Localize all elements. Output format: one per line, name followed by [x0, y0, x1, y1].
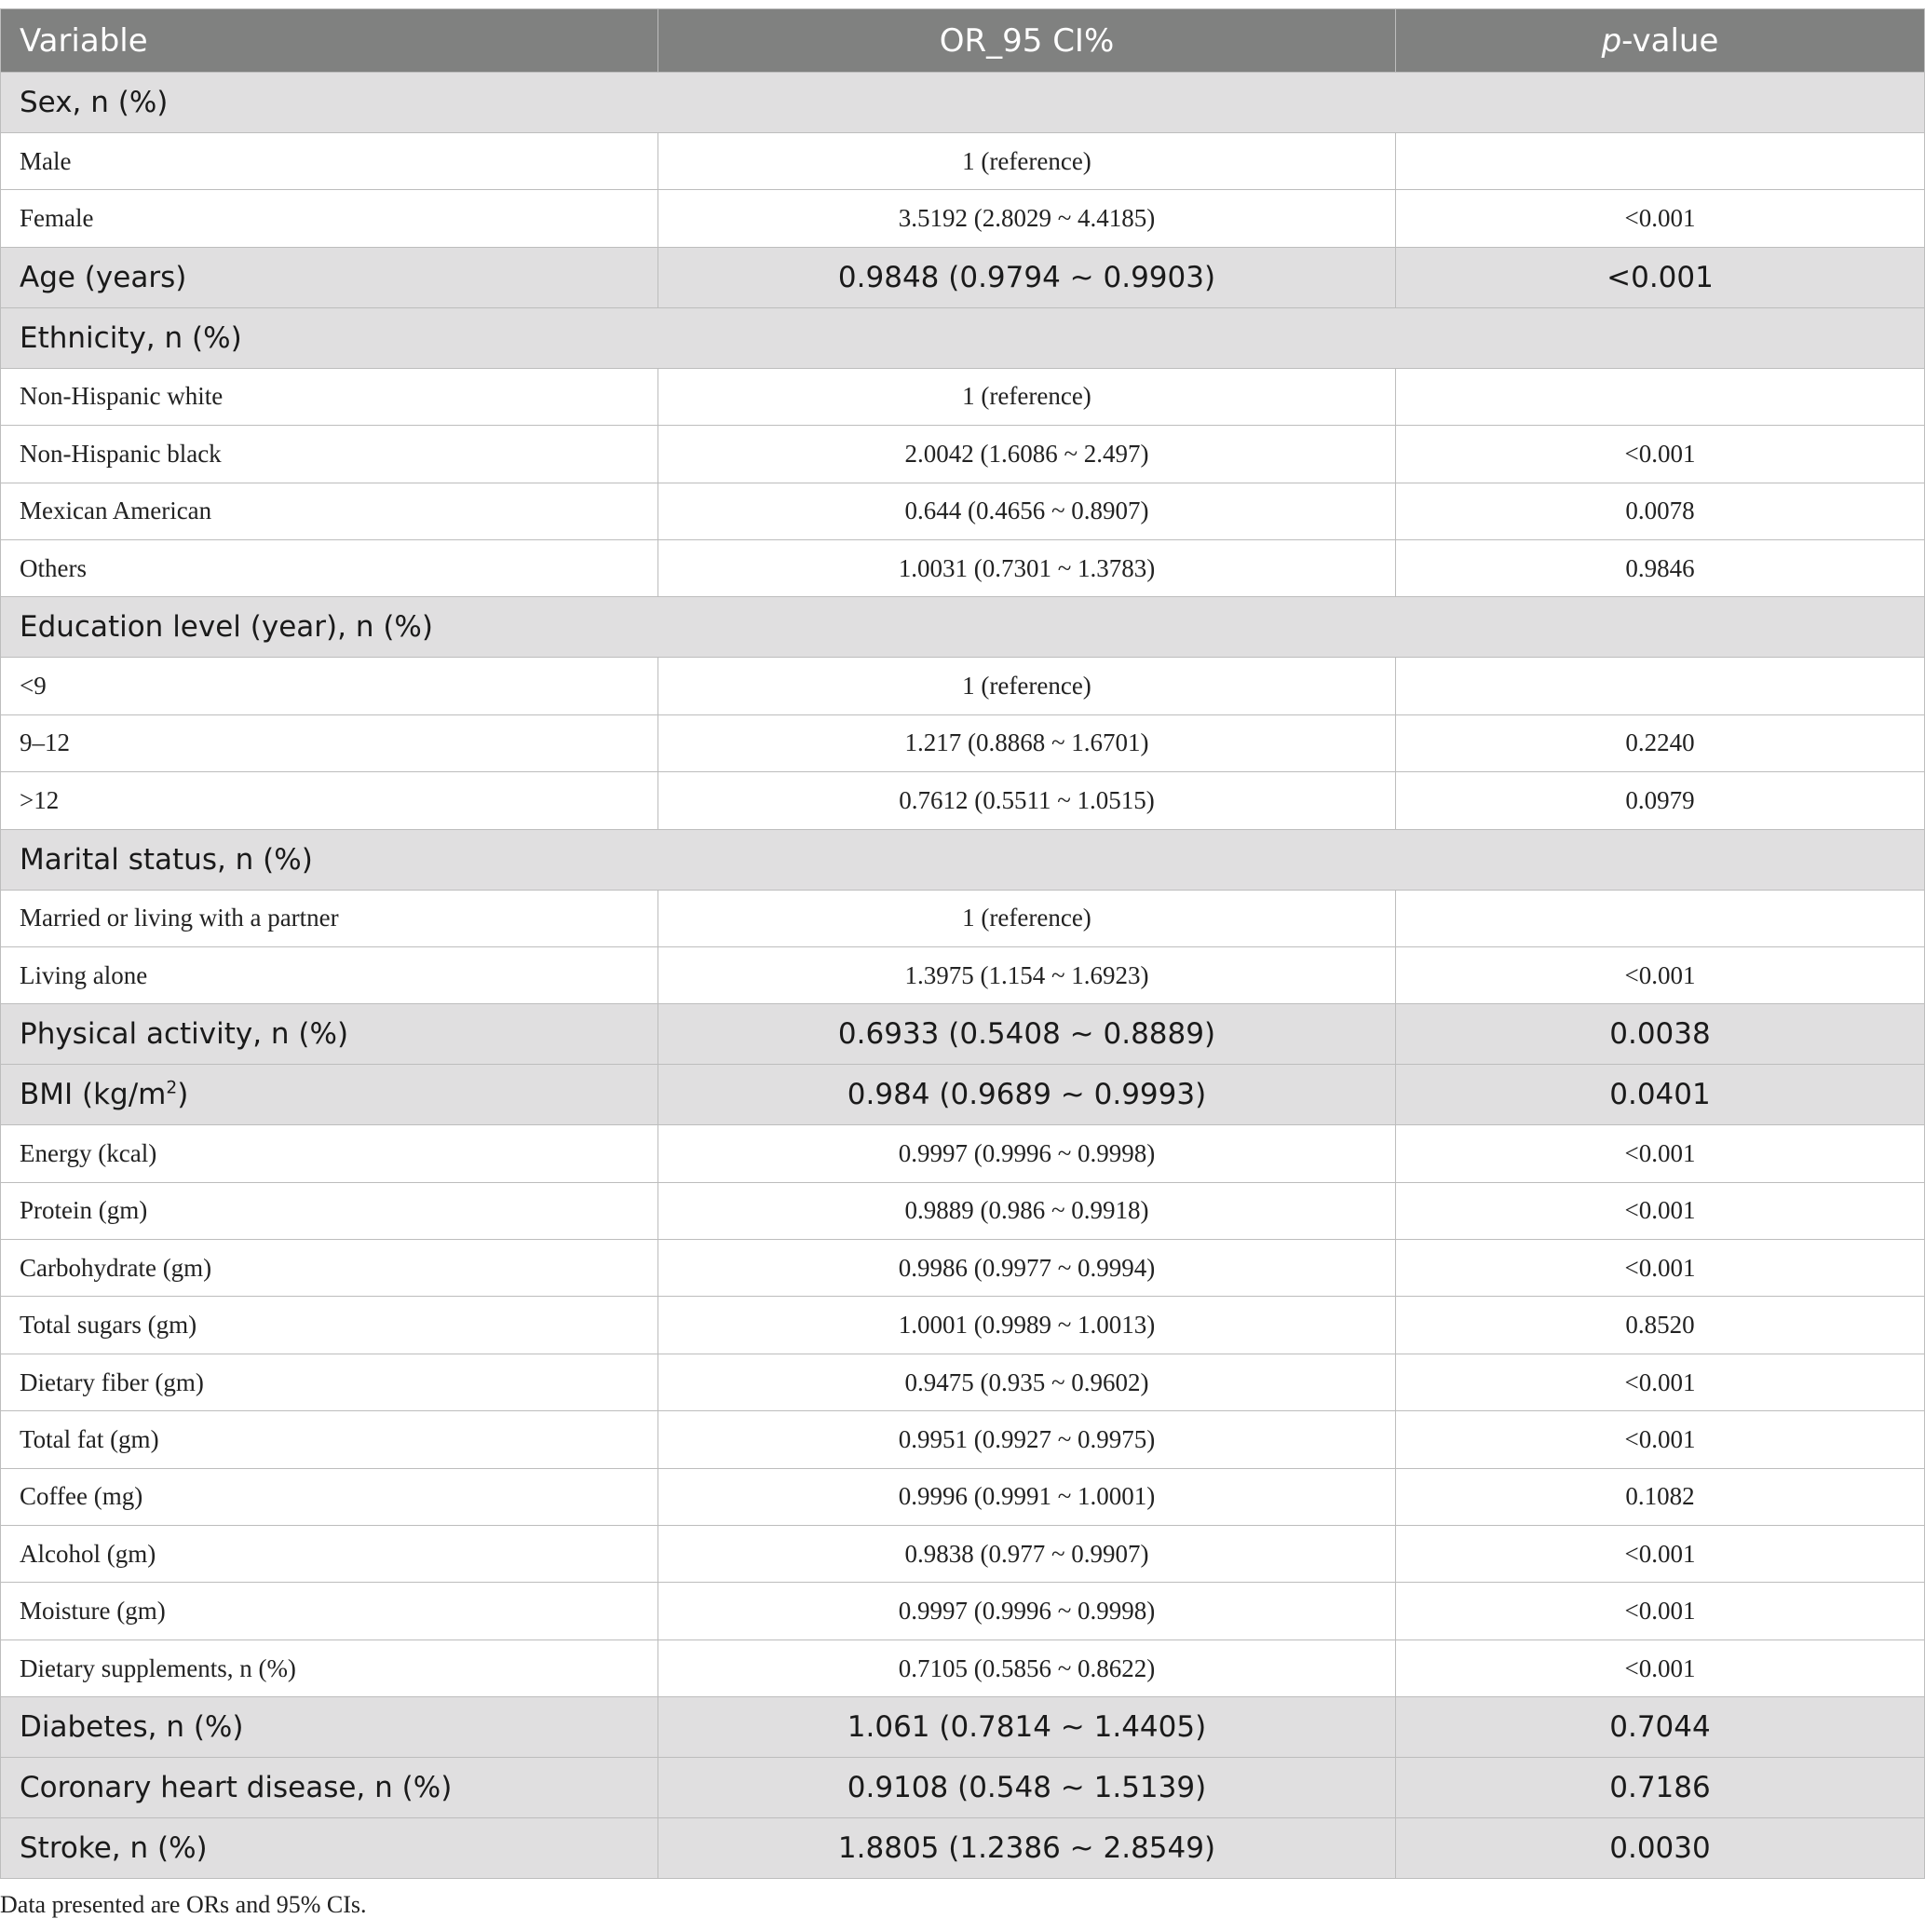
table-row — [1, 190, 1925, 247]
p-value-cell: 0.7044 — [1396, 1697, 1925, 1758]
header-p-rest: -value — [1621, 21, 1719, 60]
or-ci-cell: 0.9997 (0.9996 ~ 0.9998) — [658, 1583, 1396, 1639]
table-row — [1, 1411, 1925, 1468]
section-label: Ethnicity, n (%) — [1, 307, 1925, 368]
p-value-cell: <0.001 — [1396, 426, 1925, 483]
or-ci-cell: 0.9986 (0.9977 ~ 0.9994) — [658, 1240, 1396, 1297]
p-value-cell: <0.001 — [1396, 247, 1925, 307]
table-row — [1, 1240, 1925, 1297]
p-value-cell — [1396, 133, 1925, 190]
variable-cell: Married or living with a partner — [1, 890, 658, 946]
table-row — [1, 1758, 1925, 1818]
section-header-row — [1, 597, 1925, 658]
table-row — [1, 1697, 1925, 1758]
or-ci-cell: 0.644 (0.4656 ~ 0.8907) — [658, 483, 1396, 539]
table-row — [1, 1354, 1925, 1410]
variable-cell: Mexican American — [1, 483, 658, 539]
variable-cell: Carbohydrate (gm) — [1, 1240, 658, 1297]
variable-cell: Stroke, n (%) — [1, 1818, 658, 1879]
table-row — [1, 247, 1925, 307]
table-row — [1, 1468, 1925, 1525]
variable-cell: Dietary supplements, n (%) — [1, 1639, 658, 1696]
header-or-ci: OR_95 CI% — [658, 9, 1396, 73]
or-ci-cell: 1.217 (0.8868 ~ 1.6701) — [658, 714, 1396, 771]
p-value-cell: <0.001 — [1396, 946, 1925, 1003]
p-value-cell: <0.001 — [1396, 1125, 1925, 1182]
variable-cell: Dietary fiber (gm) — [1, 1354, 658, 1410]
variable-cell: Energy (kcal) — [1, 1125, 658, 1182]
header-variable: Variable — [1, 9, 658, 73]
table-container — [0, 8, 1925, 1879]
or-ci-cell: 0.9996 (0.9991 ~ 1.0001) — [658, 1468, 1396, 1525]
table-row — [1, 1639, 1925, 1696]
table-row — [1, 1818, 1925, 1879]
p-value-cell: <0.001 — [1396, 1411, 1925, 1468]
variable-cell: >12 — [1, 772, 658, 829]
variable-cell: Total fat (gm) — [1, 1411, 658, 1468]
p-value-cell: 0.0038 — [1396, 1004, 1925, 1065]
variable-cell: Non-Hispanic black — [1, 426, 658, 483]
or-ci-cell: 1.061 (0.7814 ~ 1.4405) — [658, 1697, 1396, 1758]
section-label: Sex, n (%) — [1, 73, 1925, 133]
p-value-cell: <0.001 — [1396, 1240, 1925, 1297]
or-ci-cell: 3.5192 (2.8029 ~ 4.4185) — [658, 190, 1396, 247]
variable-cell: Non-Hispanic white — [1, 368, 658, 425]
section-header-row — [1, 73, 1925, 133]
table-row — [1, 1065, 1925, 1125]
variable-cell: Coffee (mg) — [1, 1468, 658, 1525]
table-row — [1, 772, 1925, 829]
table-body — [1, 73, 1925, 1879]
p-value-cell: <0.001 — [1396, 1639, 1925, 1696]
or-ci-cell: 0.9475 (0.935 ~ 0.9602) — [658, 1354, 1396, 1410]
table-row — [1, 539, 1925, 596]
odds-ratio-table — [0, 8, 1925, 1879]
table-row — [1, 368, 1925, 425]
or-ci-cell: 0.7612 (0.5511 ~ 1.0515) — [658, 772, 1396, 829]
p-value-cell: <0.001 — [1396, 1583, 1925, 1639]
header-row — [1, 9, 1925, 73]
or-ci-cell: 0.984 (0.9689 ~ 0.9993) — [658, 1065, 1396, 1125]
p-value-cell — [1396, 368, 1925, 425]
or-ci-cell: 0.9848 (0.9794 ~ 0.9903) — [658, 247, 1396, 307]
variable-cell: Diabetes, n (%) — [1, 1697, 658, 1758]
section-label: Marital status, n (%) — [1, 829, 1925, 890]
table-row — [1, 1004, 1925, 1065]
or-ci-cell: 0.7105 (0.5856 ~ 0.8622) — [658, 1639, 1396, 1696]
p-value-cell: 0.7186 — [1396, 1758, 1925, 1818]
or-ci-cell: 1.0001 (0.9989 ~ 1.0013) — [658, 1297, 1396, 1354]
table-row — [1, 658, 1925, 714]
variable-cell: 9–12 — [1, 714, 658, 771]
table-row — [1, 426, 1925, 483]
section-label: Education level (year), n (%) — [1, 597, 1925, 658]
table-row — [1, 1297, 1925, 1354]
or-ci-cell: 2.0042 (1.6086 ~ 2.497) — [658, 426, 1396, 483]
header-p-value — [1396, 9, 1925, 73]
variable-cell: Others — [1, 539, 658, 596]
table-row — [1, 1583, 1925, 1639]
p-value-cell — [1396, 890, 1925, 946]
or-ci-cell: 0.9889 (0.986 ~ 0.9918) — [658, 1182, 1396, 1239]
table-row — [1, 1182, 1925, 1239]
or-ci-cell: 0.9108 (0.548 ~ 1.5139) — [658, 1758, 1396, 1818]
table-row — [1, 1526, 1925, 1583]
variable-superscript: 2 — [166, 1078, 178, 1098]
variable-cell: Male — [1, 133, 658, 190]
variable-cell: Alcohol (gm) — [1, 1526, 658, 1583]
or-ci-cell: 1 (reference) — [658, 133, 1396, 190]
p-value-cell: 0.0078 — [1396, 483, 1925, 539]
table-row — [1, 1125, 1925, 1182]
table-header — [1, 9, 1925, 73]
header-p-italic: p — [1601, 21, 1622, 60]
variable-cell: Moisture (gm) — [1, 1583, 658, 1639]
or-ci-cell: 1.8805 (1.2386 ~ 2.8549) — [658, 1818, 1396, 1879]
variable-cell: Female — [1, 190, 658, 247]
or-ci-cell: 0.6933 (0.5408 ~ 0.8889) — [658, 1004, 1396, 1065]
p-value-cell: 0.1082 — [1396, 1468, 1925, 1525]
or-ci-cell: 1.3975 (1.154 ~ 1.6923) — [658, 946, 1396, 1003]
or-ci-cell: 1 (reference) — [658, 658, 1396, 714]
variable-cell: Age (years) — [1, 247, 658, 307]
or-ci-cell: 0.9997 (0.9996 ~ 0.9998) — [658, 1125, 1396, 1182]
section-header-row — [1, 307, 1925, 368]
variable-cell: Protein (gm) — [1, 1182, 658, 1239]
p-value-cell: 0.8520 — [1396, 1297, 1925, 1354]
variable-cell: Total sugars (gm) — [1, 1297, 658, 1354]
table-row — [1, 890, 1925, 946]
variable-cell: <9 — [1, 658, 658, 714]
p-value-cell: 0.0030 — [1396, 1818, 1925, 1879]
table-footnote: Data presented are ORs and 95% CIs. — [0, 1891, 367, 1918]
table-row — [1, 946, 1925, 1003]
variable-cell: Coronary heart disease, n (%) — [1, 1758, 658, 1818]
or-ci-cell: 0.9951 (0.9927 ~ 0.9975) — [658, 1411, 1396, 1468]
table-row — [1, 714, 1925, 771]
or-ci-cell: 1 (reference) — [658, 368, 1396, 425]
variable-cell: Living alone — [1, 946, 658, 1003]
or-ci-cell: 1 (reference) — [658, 890, 1396, 946]
variable-text-after: ) — [177, 1078, 189, 1112]
variable-text: BMI (kg/m — [20, 1078, 167, 1112]
p-value-cell: <0.001 — [1396, 1182, 1925, 1239]
or-ci-cell: 0.9838 (0.977 ~ 0.9907) — [658, 1526, 1396, 1583]
p-value-cell: <0.001 — [1396, 1354, 1925, 1410]
p-value-cell: 0.9846 — [1396, 539, 1925, 596]
variable-cell — [1, 1065, 658, 1125]
p-value-cell: 0.0979 — [1396, 772, 1925, 829]
or-ci-cell: 1.0031 (0.7301 ~ 1.3783) — [658, 539, 1396, 596]
p-value-cell — [1396, 658, 1925, 714]
section-header-row — [1, 829, 1925, 890]
p-value-cell: <0.001 — [1396, 1526, 1925, 1583]
table-row — [1, 133, 1925, 190]
p-value-cell: 0.0401 — [1396, 1065, 1925, 1125]
variable-cell: Physical activity, n (%) — [1, 1004, 658, 1065]
p-value-cell: <0.001 — [1396, 190, 1925, 247]
table-row — [1, 483, 1925, 539]
p-value-cell: 0.2240 — [1396, 714, 1925, 771]
